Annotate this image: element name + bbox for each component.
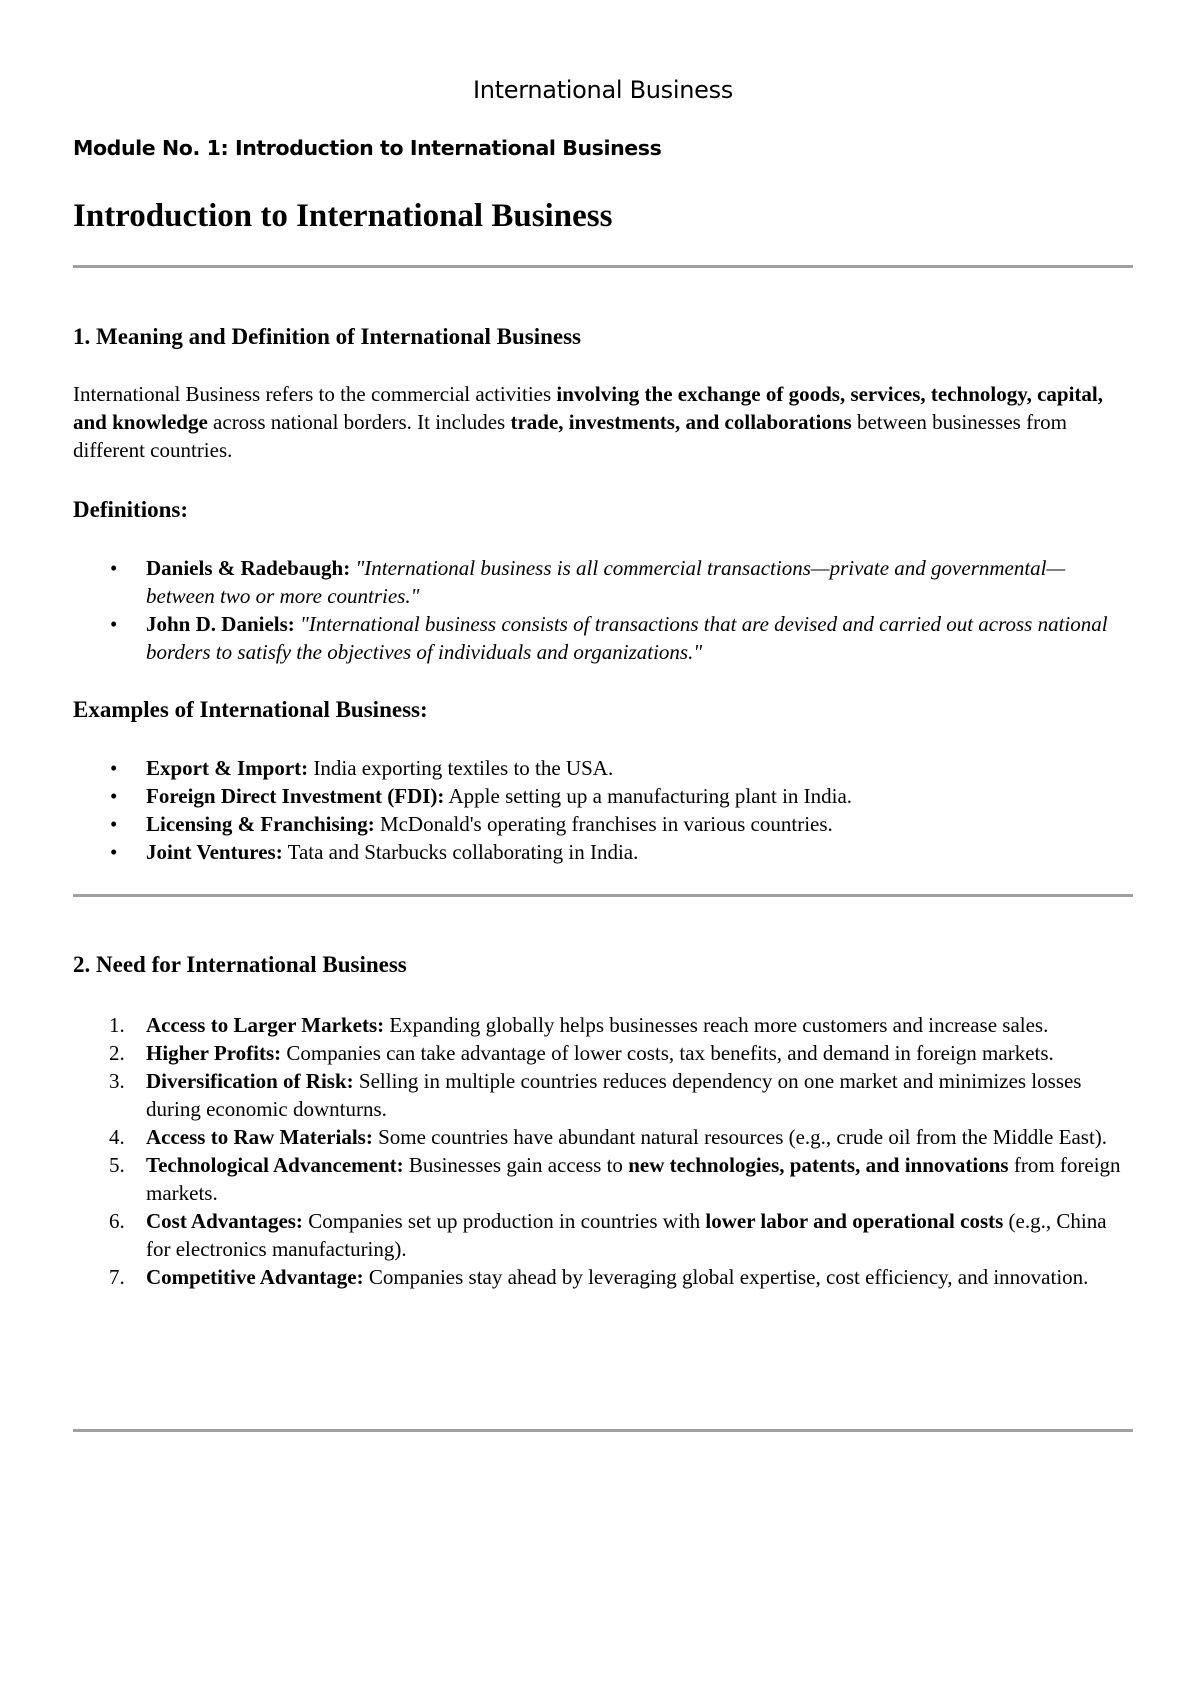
example-term: Foreign Direct Investment (FDI): [146,784,445,808]
horizontal-rule [73,265,1133,268]
need-text: Companies stay ahead by leveraging global expertise, cost efficiency, and innovation. [363,1265,1089,1289]
bullet-icon: • [110,756,118,780]
bullet-icon: • [110,840,118,864]
need-text: from foreign markets. [146,1153,1121,1205]
definitions-list [73,554,1133,666]
examples-heading: Examples of International Business: [73,697,428,722]
needs-list [73,1011,1133,1291]
need-term: Diversification of Risk: [146,1069,354,1093]
item-number: 3. [109,1069,125,1093]
need-item [73,1123,1133,1151]
need-text: Companies can take advantage of lower costs, tax benefits, and demand in foreign markets. [281,1041,1054,1065]
need-emphasis: lower labor and operational costs [705,1209,1004,1233]
intro-text: between businesses from different countries. [73,410,1067,462]
example-text: Tata and Starbucks collaborating in India. [282,840,639,864]
definition-quote: "International business is all commercial transactions—private and governmental—between two or more countries." [146,556,1066,608]
bullet-icon: • [110,556,118,580]
item-number: 7. [109,1265,125,1289]
need-text: Expanding globally helps businesses reach more customers and increase sales. [384,1013,1049,1037]
need-term: Technological Advancement: [146,1153,404,1177]
need-text: (e.g., China for electronics manufacturing). [146,1209,1107,1261]
horizontal-rule [73,894,1133,897]
definition-quote: "International business consists of transactions that are devised and carried out across national borders to satisfy the objectives of individuals and organizations." [146,612,1108,664]
definition-term: Daniels & Radebaugh: [146,556,351,580]
need-emphasis: new technologies, patents, and innovations [628,1153,1009,1177]
example-item [73,838,1133,866]
need-item [73,1207,1133,1263]
document-title: International Business [472,76,734,104]
example-term: Licensing & Franchising: [146,812,375,836]
intro-emphasis: trade, investments, and collaborations [510,410,852,434]
example-term: Joint Ventures: [146,840,283,864]
need-item [73,1151,1133,1207]
definition-term: John D. Daniels: [146,612,295,636]
example-text: McDonald's operating franchises in various countries. [374,812,833,836]
need-text: Selling in multiple countries reduces dependency on one market and minimizes losses during economic downturns. [146,1069,1082,1121]
intro-text: International Business refers to the commercial activities [73,382,557,406]
need-term: Higher Profits: [146,1041,282,1065]
example-term: Export & Import: [146,756,309,780]
item-number: 5. [109,1153,125,1177]
need-term: Access to Larger Markets: [146,1013,385,1037]
need-term: Cost Advantages: [146,1209,303,1233]
bullet-icon: • [110,784,118,808]
definitions-heading: Definitions: [73,497,188,522]
need-term: Competitive Advantage: [146,1265,364,1289]
module-title: Module No. 1: Introduction to International Business [73,136,662,160]
bullet-icon: • [110,612,118,636]
need-text: Some countries have abundant natural resources (e.g., crude oil from the Middle East). [372,1125,1108,1149]
example-text: Apple setting up a manufacturing plant in India. [444,784,853,808]
section-1-intro [73,380,1133,464]
item-number: 6. [109,1209,125,1233]
horizontal-rule [73,1429,1133,1432]
section-1-heading: 1. Meaning and Definition of International Business [73,324,581,349]
item-number: 4. [109,1125,125,1149]
section-2-heading: 2. Need for International Business [73,952,407,977]
definition-item [73,610,1133,666]
need-text: Businesses gain access to [403,1153,629,1177]
need-item [73,1039,1133,1067]
example-item [73,782,1133,810]
example-item [73,754,1133,782]
need-item [73,1263,1133,1291]
need-text: Companies set up production in countries with [302,1209,706,1233]
examples-list [73,754,1133,866]
main-heading: Introduction to International Business [73,198,613,234]
item-number: 1. [109,1013,125,1037]
intro-text: across national borders. It includes [207,410,511,434]
bullet-icon: • [110,812,118,836]
intro-emphasis: involving the exchange of goods, services, technology, capital, and knowledge [73,382,1103,434]
definition-item [73,554,1133,610]
example-text: India exporting textiles to the USA. [308,756,614,780]
example-item [73,810,1133,838]
need-item [73,1011,1133,1039]
need-term: Access to Raw Materials: [146,1125,373,1149]
item-number: 2. [109,1041,125,1065]
need-item [73,1067,1133,1123]
